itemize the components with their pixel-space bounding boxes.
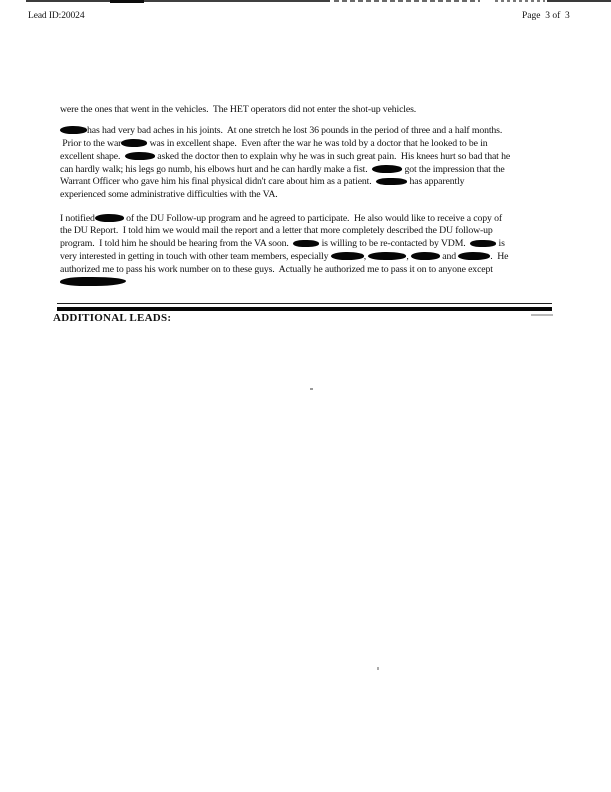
paragraph [60,125,560,202]
text-line [60,251,560,264]
text-segment: excellent shape. [60,150,125,162]
redaction-bar [293,240,319,248]
redaction-bar [376,178,407,186]
scan-speck [377,667,379,670]
text-segment: , [406,251,411,263]
scan-speck [310,388,313,390]
redaction-bar [121,139,147,147]
section-rule-thin [57,303,552,304]
text-line [60,238,560,251]
scan-artifact-top-edge [495,0,545,2]
lead-id-label: Lead ID:20024 [28,11,85,21]
text-line [60,277,560,290]
text-segment: , [363,251,369,263]
text-segment: was in excellent shape. Even after the war he was told by a doctor that he looked to be in [147,137,488,149]
text-line [60,125,560,138]
redaction-bar [458,252,490,260]
redaction-bar [331,252,364,260]
text-segment: is [496,238,505,250]
text-line [60,264,560,277]
redaction-bar [125,152,155,160]
section-rule-thick [57,307,552,311]
text-segment: program. I told him he should be hearing from the VA soon. [60,238,294,250]
redaction-bar [372,165,402,173]
redaction-bar [411,252,440,260]
text-segment: I notified [60,212,95,224]
text-segment: were the ones that went in the vehicles. The HET operators did not enter the shot-up vehicles. [60,103,417,115]
text-line [60,176,560,189]
scan-artifact-top-edge [26,0,110,2]
scan-artifact-top-edge [144,0,330,2]
scan-artifact-top-edge [334,0,480,2]
text-line [60,189,560,202]
text-segment: Warrant Officer who gave him his final physical didn't care about him as a patient. [60,176,377,188]
redaction-bar [60,277,126,287]
text-segment: can hardly walk; his legs go numb, his elbows hurt and he can hardly make a fist. [60,163,373,175]
text-segment: has had very bad aches in his joints. At one stretch he lost 36 pounds in the period of three and a half months. [87,125,503,136]
additional-leads-heading: ADDITIONAL LEADS: [53,311,172,324]
redaction-bar [368,252,406,260]
redaction-bar [95,214,124,222]
text-segment: got the impression that the [402,163,505,175]
text-segment: authorized me to pass his work number on to these guys. Actually he authorized me to pass it on to anyone except [60,263,493,275]
text-line [60,213,560,226]
text-line [60,104,560,117]
scan-artifact-top-edge [110,0,144,3]
text-line [60,138,560,151]
text-segment: Prior to the war [60,137,122,149]
text-segment: is willing to be re-contacted by VDM. [319,238,471,250]
text-line [60,151,560,164]
text-segment: has apparently [407,176,465,188]
paragraph [60,104,560,117]
text-segment: . He [490,251,509,263]
text-segment: experienced some administrative difficulties with the VA. [60,189,278,201]
text-line [60,225,560,238]
text-line [60,164,560,177]
text-segment: very interested in getting in touch with other team members, especially [60,251,331,263]
scan-smudge [531,314,553,316]
text-segment: asked the doctor then to explain why he was in such great pain. His knees hurt so bad that he [154,150,511,162]
redaction-bar [60,126,87,134]
text-segment: the DU Report. I told him we would mail the report and a letter that more completely described the DU follow-up [60,225,493,237]
text-segment: and [439,251,459,263]
text-segment: of the DU Follow-up program and he agreed to participate. He also would like to receive a copy of [123,212,502,224]
redaction-bar [470,240,496,248]
page-number-label: Page 3 of 3 [522,11,570,21]
paragraph [60,213,560,290]
scan-artifact-top-edge [547,0,611,2]
